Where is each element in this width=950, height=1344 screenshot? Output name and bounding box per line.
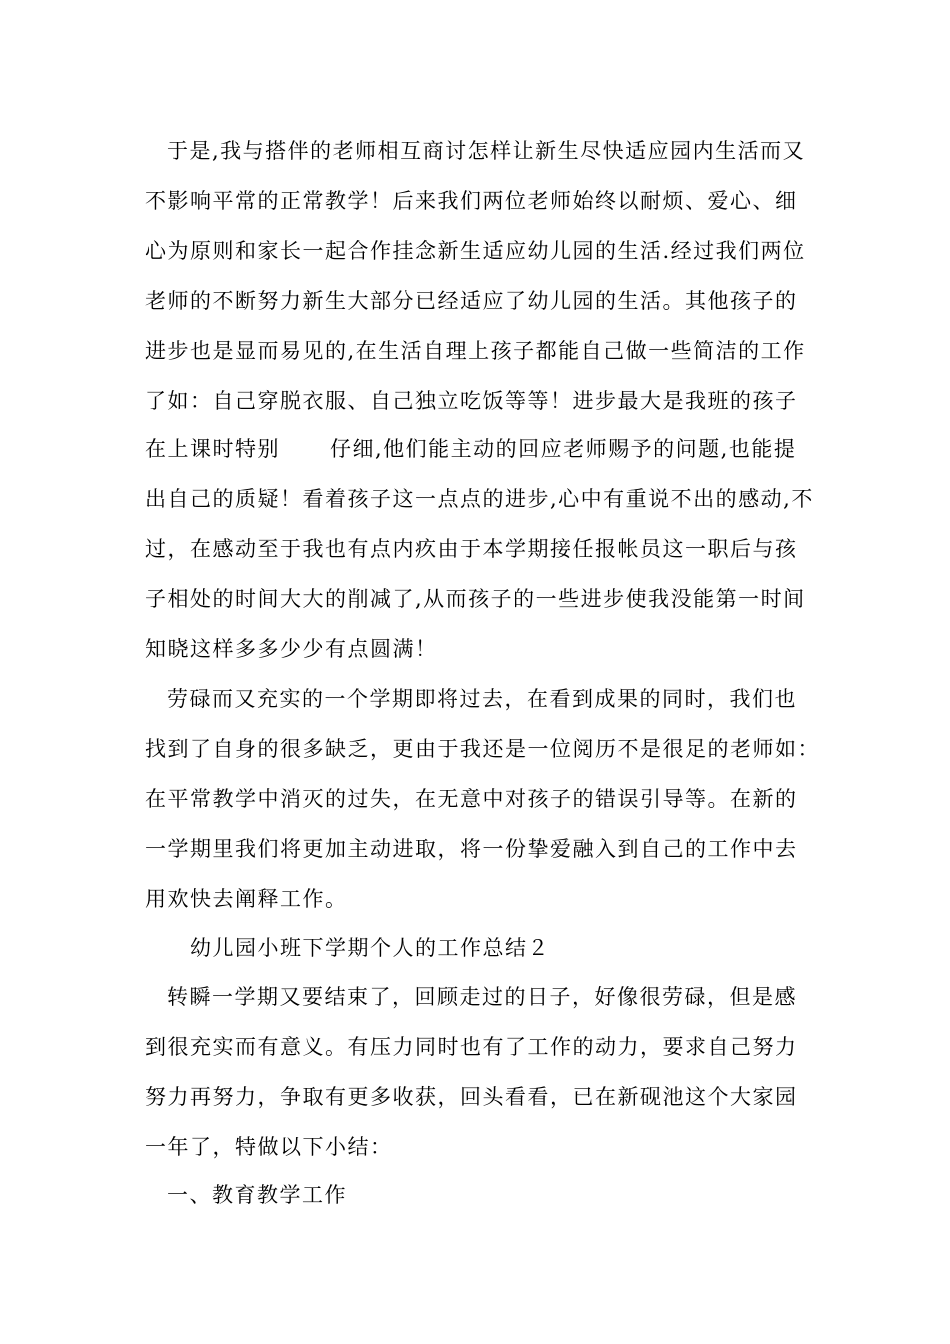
paragraph-2-line-5: 用欢快去阐释工作。 [145, 887, 348, 911]
paragraph-2-line-1: 劳碌而又充实的一个学期即将过去，在看到成果的同时，我们也 [167, 687, 797, 711]
paragraph-3-line-2: 到很充实而有意义。有压力同时也有了工作的动力，要求自己努力 [145, 1035, 798, 1059]
paragraph-2-line-4: 一学期里我们将更加主动进取，将一份挚爱融入到自己的工作中去 [145, 837, 798, 861]
paragraph-1-line-8: 出自己的质疑！看着孩子这一点点的进步,心中有重说不出的感动,不 [145, 487, 814, 511]
paragraph-1-line-10: 子相处的时间大大的削减了,从而孩子的一些进步使我没能第一时间 [145, 587, 806, 611]
paragraph-1-line-4: 老师的不断努力新生大部分已经适应了幼儿园的生活。其他孩子的 [145, 289, 798, 313]
paragraph-2-line-3: 在平常教学中消灭的过失，在无意中对孩子的错误引导等。在新的 [145, 787, 798, 811]
paragraph-1-line-6: 了如：自己穿脱衣服、自己独立吃饭等等！进步最大是我班的孩子 [145, 389, 798, 413]
paragraph-1-line-7 [145, 434, 796, 464]
paragraph-1-line-1: 于是,我与搭伴的老师相互商讨怎样让新生尽快适应园内生活而又 [167, 139, 806, 163]
section-heading: 幼儿园小班下学期个人的工作总结２ [190, 936, 550, 960]
line-7-part-2: 仔细,他们能主动的回应老师赐予的问题,也能提 [330, 437, 797, 461]
paragraph-1-line-11: 知晓这样多多少少有点圆满！ [145, 637, 438, 661]
paragraph-3-line-1: 转瞬一学期又要结束了，回顾走过的日子，好像很劳碌，但是感 [167, 985, 797, 1009]
line-7-part-1: 在上课时特别 [145, 437, 280, 461]
paragraph-1-line-2: 不影响平常的正常教学！后来我们两位老师始终以耐烦、爱心、细 [145, 189, 798, 213]
paragraph-3-line-3: 努力再努力，争取有更多收获，回头看看，已在新砚池这个大家园 [145, 1085, 798, 1109]
paragraph-1-line-3: 心为原则和家长一起合作挂念新生适应幼儿园的生活.经过我们两位 [145, 239, 806, 263]
paragraph-1-line-9: 过，在感动至于我也有点内疚由于本学期接任报帐员这一职后与孩 [145, 537, 798, 561]
paragraph-2-line-2: 找到了自身的很多缺乏，更由于我还是一位阅历不是很足的老师如： [145, 737, 820, 761]
subsection-heading: 一、教育教学工作 [167, 1183, 347, 1207]
paragraph-3-line-4: 一年了，特做以下小结： [145, 1135, 393, 1159]
paragraph-1-line-5: 进步也是显而易见的,在生活自理上孩子都能自己做一些简洁的工作 [145, 339, 806, 363]
